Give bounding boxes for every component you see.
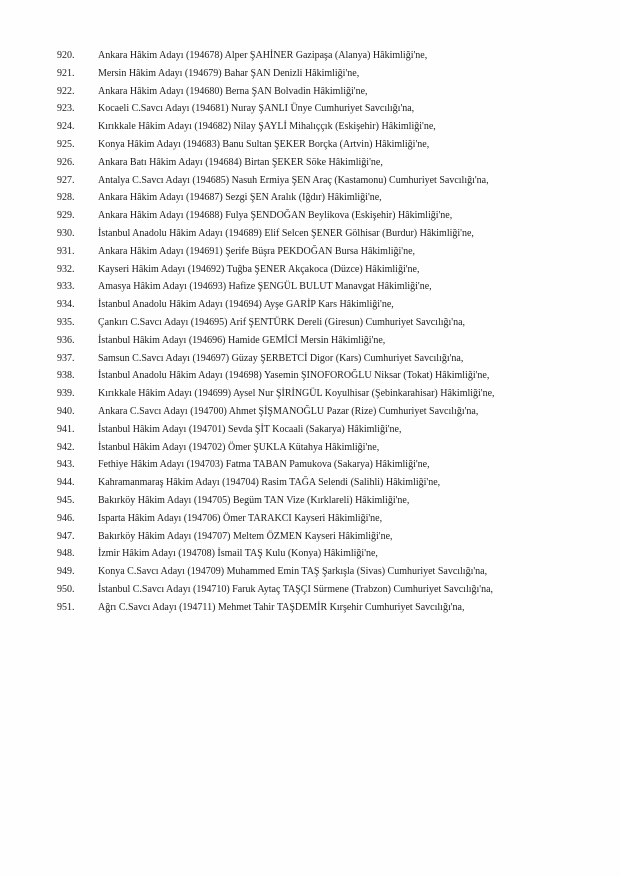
item-number: 942. bbox=[57, 441, 75, 453]
item-number: 932. bbox=[57, 263, 75, 275]
list-item bbox=[0, 403, 620, 421]
item-number: 926. bbox=[57, 156, 75, 168]
list-item bbox=[0, 207, 620, 225]
item-text: İstanbul Hâkim Adayı (194696) Hamide GEMİCİ Mersin Hâkimliği'ne, bbox=[98, 334, 386, 346]
item-number: 936. bbox=[57, 334, 75, 346]
item-number: 937. bbox=[57, 352, 75, 364]
item-text: Bakırköy Hâkim Adayı (194707) Meltem ÖZMEN Kayseri Hâkimliği'ne, bbox=[98, 530, 393, 542]
item-text: İstanbul Anadolu Hâkim Adayı (194694) Ayşe GARİP Kars Hâkimliği'ne, bbox=[98, 299, 394, 311]
list-item bbox=[0, 172, 620, 190]
item-number: 946. bbox=[57, 512, 75, 524]
item-text: Fethiye Hâkim Adayı (194703) Fatma TABAN Pamukova (Sakarya) Hâkimliği'ne, bbox=[98, 459, 430, 471]
item-text: Ankara Hâkim Adayı (194687) Sezgi ŞEN Aralık (Iğdır) Hâkimliği'ne, bbox=[98, 192, 382, 204]
list-item bbox=[0, 350, 620, 368]
list-item bbox=[0, 261, 620, 279]
item-text: Ankara Hâkim Adayı (194688) Fulya ŞENDOĞAN Beylikova (Eskişehir) Hâkimliği'ne, bbox=[98, 210, 453, 222]
list-item bbox=[0, 439, 620, 457]
item-number: 927. bbox=[57, 174, 75, 186]
item-text: Kayseri Hâkim Adayı (194692) Tuğba ŞENER Akçakoca (Düzce) Hâkimliği'ne, bbox=[98, 263, 420, 275]
item-number: 920. bbox=[57, 50, 75, 61]
item-number: 929. bbox=[57, 210, 75, 222]
item-number: 944. bbox=[57, 477, 75, 489]
item-text: Ankara Hâkim Adayı (194678) Alper ŞAHİNER Gazipaşa (Alanya) Hâkimliği'ne, bbox=[98, 50, 428, 61]
list-item bbox=[0, 314, 620, 332]
item-number: 928. bbox=[57, 192, 75, 204]
item-text: İzmir Hâkim Adayı (194708) İsmail TAŞ Kulu (Konya) Hâkimliği'ne, bbox=[98, 548, 378, 560]
list-item bbox=[0, 278, 620, 296]
item-text: Samsun C.Savcı Adayı (194697) Güzay ŞERBETCİ Digor (Kars) Cumhuriyet Savcılığı'na, bbox=[98, 352, 464, 364]
list-item bbox=[0, 83, 620, 101]
list-item bbox=[0, 225, 620, 243]
item-text: Ankara Hâkim Adayı (194691) Şerife Büşra PEKDOĞAN Bursa Hâkimliği'ne, bbox=[98, 245, 416, 257]
list-item bbox=[0, 581, 620, 599]
appointment-list bbox=[0, 47, 620, 617]
item-text: İstanbul Hâkim Adayı (194701) Sevda ŞİT Kocaali (Sakarya) Hâkimliği'ne, bbox=[98, 423, 402, 435]
item-number: 922. bbox=[57, 85, 75, 97]
list-item bbox=[0, 385, 620, 403]
item-number: 923. bbox=[57, 103, 75, 115]
item-number: 934. bbox=[57, 299, 75, 311]
item-number: 935. bbox=[57, 316, 75, 328]
item-number: 950. bbox=[57, 583, 75, 595]
list-item bbox=[0, 492, 620, 510]
list-item bbox=[0, 599, 620, 617]
item-text: Ankara Hâkim Adayı (194680) Berna ŞAN Bolvadin Hâkimliği'ne, bbox=[98, 85, 368, 97]
item-number: 947. bbox=[57, 530, 75, 542]
list-item bbox=[0, 367, 620, 385]
item-number: 939. bbox=[57, 388, 75, 400]
list-item bbox=[0, 332, 620, 350]
item-number: 948. bbox=[57, 548, 75, 560]
list-item bbox=[0, 65, 620, 83]
item-text: İstanbul Anadolu Hâkim Adayı (194689) Elif Selcen ŞENER Gölhisar (Burdur) Hâkimliği'ne, bbox=[98, 227, 474, 239]
item-text: Kahramanmaraş Hâkim Adayı (194704) Rasim TAĞA Selendi (Salihli) Hâkimliği'ne, bbox=[98, 477, 441, 489]
item-text: Isparta Hâkim Adayı (194706) Ömer TARAKCI Kayseri Hâkimliği'ne, bbox=[98, 512, 383, 524]
list-item bbox=[0, 243, 620, 261]
list-item bbox=[0, 545, 620, 563]
item-number: 924. bbox=[57, 121, 75, 133]
list-item bbox=[0, 100, 620, 118]
list-item bbox=[0, 528, 620, 546]
item-text: İstanbul C.Savcı Adayı (194710) Faruk Aytaç TAŞÇI Sürmene (Trabzon) Cumhuriyet Savcılığı'na, bbox=[98, 583, 494, 595]
item-number: 931. bbox=[57, 245, 75, 257]
item-number: 951. bbox=[57, 601, 75, 613]
item-number: 925. bbox=[57, 138, 75, 150]
list-item bbox=[0, 118, 620, 136]
list-item bbox=[0, 154, 620, 172]
item-text: Amasya Hâkim Adayı (194693) Hafize ŞENGÜL BULUT Manavgat Hâkimliği'ne, bbox=[98, 281, 432, 293]
list-item bbox=[0, 296, 620, 314]
item-text: Mersin Hâkim Adayı (194679) Bahar ŞAN Denizli Hâkimliği'ne, bbox=[98, 67, 360, 79]
item-number: 938. bbox=[57, 370, 75, 382]
item-text: İstanbul Hâkim Adayı (194702) Ömer ŞUKLA Kütahya Hâkimliği'ne, bbox=[98, 441, 380, 453]
list-item bbox=[0, 510, 620, 528]
list-item bbox=[0, 563, 620, 581]
item-text: Çankırı C.Savcı Adayı (194695) Arif ŞENTÜRK Dereli (Giresun) Cumhuriyet Savcılığı'na, bbox=[98, 316, 466, 328]
item-text: Ağrı C.Savcı Adayı (194711) Mehmet Tahir TAŞDEMİR Kırşehir Cumhuriyet Savcılığı'na, bbox=[98, 601, 465, 613]
item-text: Ankara Batı Hâkim Adayı (194684) Birtan ŞEKER Söke Hâkimliği'ne, bbox=[98, 156, 383, 168]
item-text: Bakırköy Hâkim Adayı (194705) Begüm TAN Vize (Kırklareli) Hâkimliği'ne, bbox=[98, 494, 410, 506]
item-text: Konya Hâkim Adayı (194683) Banu Sultan ŞEKER Borçka (Artvin) Hâkimliği'ne, bbox=[98, 138, 430, 150]
item-number: 943. bbox=[57, 459, 75, 471]
item-text: Kocaeli C.Savcı Adayı (194681) Nuray ŞANLI Ünye Cumhuriyet Savcılığı'na, bbox=[98, 103, 415, 115]
list-item bbox=[0, 47, 620, 65]
list-item bbox=[0, 189, 620, 207]
list-item bbox=[0, 421, 620, 439]
item-text: İstanbul Anadolu Hâkim Adayı (194698) Yasemin ŞINOFOROĞLU Niksar (Tokat) Hâkimliği'ne, bbox=[98, 370, 490, 382]
list-item bbox=[0, 474, 620, 492]
item-text: Antalya C.Savcı Adayı (194685) Nasuh Ermiya ŞEN Araç (Kastamonu) Cumhuriyet Savcılığı'na, bbox=[98, 174, 489, 186]
item-number: 921. bbox=[57, 67, 75, 79]
list-item bbox=[0, 136, 620, 154]
item-text: Konya C.Savcı Adayı (194709) Muhammed Emin TAŞ Şarkışla (Sivas) Cumhuriyet Savcılığı'na, bbox=[98, 566, 488, 578]
list-item bbox=[0, 456, 620, 474]
item-number: 949. bbox=[57, 566, 75, 578]
item-number: 933. bbox=[57, 281, 75, 293]
item-text: Ankara C.Savcı Adayı (194700) Ahmet ŞİŞMANOĞLU Pazar (Rize) Cumhuriyet Savcılığı'na, bbox=[98, 405, 479, 417]
item-number: 930. bbox=[57, 227, 75, 239]
item-text: Kırıkkale Hâkim Adayı (194699) Aysel Nur ŞİRİNGÜL Koyulhisar (Şebinkarahisar) Hâkimliği'ne, bbox=[98, 388, 495, 400]
item-number: 940. bbox=[57, 405, 75, 417]
item-number: 941. bbox=[57, 423, 75, 435]
item-text: Kırıkkale Hâkim Adayı (194682) Nilay ŞAYLİ Mihalıççık (Eskişehir) Hâkimliği'ne, bbox=[98, 121, 436, 133]
item-number: 945. bbox=[57, 494, 75, 506]
